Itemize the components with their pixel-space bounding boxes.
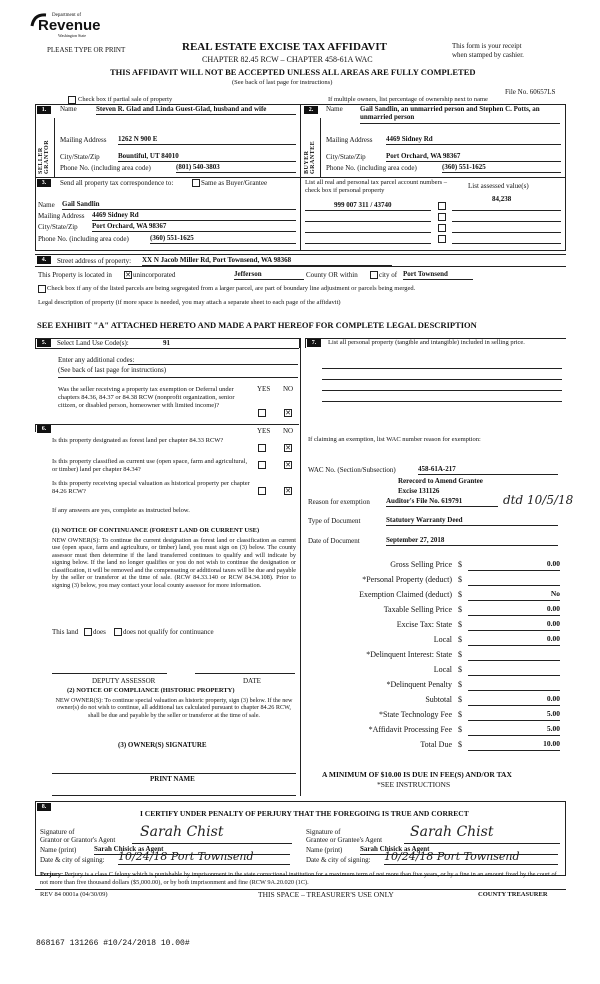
additional-codes-label: Enter any additional codes: xyxy=(58,356,135,364)
form-warning: THIS AFFIDAVIT WILL NOT BE ACCEPTED UNLESS ALL AREAS ARE FULLY COMPLETED xyxy=(110,67,476,77)
reason-line-1[interactable]: Rerecord to Amend Grantee xyxy=(398,477,483,485)
grantee-print-name[interactable]: Sarah Chisick as Agent xyxy=(360,846,558,855)
land-does-not-label: does not qualify for continuance xyxy=(123,628,214,636)
grantee-sig-label-1: Signature of xyxy=(306,828,341,836)
tax-row-label: *Affidavit Processing Fee xyxy=(368,725,452,734)
section-6-number: 6. xyxy=(37,425,51,433)
if-yes-note: If any answers are yes, complete as instructed below. xyxy=(52,507,190,514)
notice-compliance-title: (2) NOTICE OF COMPLIANCE (HISTORIC PROPERTY) xyxy=(67,687,235,694)
section-2-number: 2. xyxy=(304,106,318,114)
exemption-question: Was the seller receiving a property tax exemption or Deferral under chapters 84.36, 84.37 or 84.38 RCW (nonprofit organization, senior citizen, or disabled person, homeowner with limited income)? xyxy=(58,386,235,409)
tax-row-label: Local xyxy=(433,635,452,644)
land-use-label: Select Land Use Code(s): xyxy=(57,339,129,347)
city-name[interactable]: Port Townsend xyxy=(403,271,473,280)
mail-city-label: City/State/Zip xyxy=(38,223,78,231)
grantee-sig-label-2: Grantee or Grantee's Agent xyxy=(306,836,383,844)
current-use-no-checkbox[interactable]: ✕ xyxy=(285,461,291,469)
city-of-label: city of xyxy=(379,271,398,279)
tax-row-label: *Delinquent Penalty xyxy=(386,680,452,689)
receipt-line-1: This form is your receipt xyxy=(452,42,522,50)
tax-row-currency: $ xyxy=(458,695,462,704)
reason-line-2[interactable]: Excise 131126 xyxy=(398,487,440,495)
forest-land-question: Is this property designated as forest land per chapter 84.33 RCW? xyxy=(52,437,224,444)
land-does-label: does xyxy=(93,628,106,636)
county-name[interactable]: Jefferson xyxy=(234,271,304,280)
parcel-number[interactable]: 999 007 311 / 43740 xyxy=(334,201,392,209)
tax-row-value[interactable]: 0.00 xyxy=(468,695,560,706)
section-7-number: 7. xyxy=(307,339,321,347)
seller-phone-label: Phone No. (including area code) xyxy=(60,164,151,172)
tax-row-currency: $ xyxy=(458,605,462,614)
grantee-date-label: Date & city of signing: xyxy=(306,856,371,864)
land-does-checkbox[interactable] xyxy=(84,628,92,636)
exemption-no-checkbox[interactable]: ✕ xyxy=(285,409,291,417)
logo-main: Revenue xyxy=(38,17,101,34)
deputy-assessor-label: DEPUTY ASSESSOR xyxy=(92,677,156,685)
forest-yes-checkbox[interactable] xyxy=(258,444,266,452)
seller-name-label: Name xyxy=(60,105,77,113)
this-land-label: This land xyxy=(52,628,79,636)
section6-no-header: NO xyxy=(283,427,294,435)
exemption-yes-checkbox[interactable] xyxy=(258,409,266,417)
section-5-number: 5. xyxy=(37,339,51,347)
buyer-phone[interactable]: (360) 551-1625 xyxy=(442,164,561,173)
multiple-owners-note: If multiple owners, list percentage of ownership next to name xyxy=(328,96,488,103)
tax-row-currency: $ xyxy=(458,620,462,629)
send-correspondence-label: Send all property tax correspondence to: xyxy=(60,179,174,187)
historical-no-checkbox[interactable]: ✕ xyxy=(285,487,291,495)
certify-statement: I CERTIFY UNDER PENALTY OF PERJURY THAT THE FOREGOING IS TRUE AND CORRECT xyxy=(140,809,469,818)
tax-row-currency: $ xyxy=(458,725,462,734)
tax-row-currency: $ xyxy=(458,560,462,569)
perjury-text: Perjury is a class C felony which is punishable by imprisonment in the state correctional institution for a maximum term of not more than five years, or by a fine in an amount fixed by the court of not more than five thousand dollars ($5,000.00), or by both imprisonment and fine (RCW 9A.20.020 (1C). xyxy=(40,871,557,886)
logo-state: Washington State xyxy=(58,33,87,38)
assessor-date-label: DATE xyxy=(243,677,261,685)
minimum-due-note: A MINIMUM OF $10.00 IS DUE IN FEE(S) AND/OR TAX xyxy=(322,770,512,779)
grantee-date-city[interactable]: 10/24/18 Port Townsend xyxy=(384,850,558,865)
notice-compliance-body: NEW OWNER(S): To continue special valuation as historic property, sign (3) below. If the new owner(s) do not wish to continue, all additional tax calculated pursuant to chapter 84.26 RCW, shall be due and payable by the seller or transferor at the time of sale. xyxy=(55,697,293,719)
notice-continuance-title: (1) NOTICE OF CONTINUANCE (FOREST LAND OR CURRENT USE) xyxy=(52,527,260,534)
notice-continuance-body: NEW OWNER(S): To continue the current designation as forest land or classification as current use (open space, farm and agriculture, or timber) land, you must sign on (3) below. The county assessor must then determine if the land transferred continues to qualify and will indicate by signing below. If the land no longer qualifies or you do not wish to continue the designation or classification, it will be removed and the compensating or additional taxes will be due and payable by the seller or transferor at the time of sale. (RCW 84.33.140 or RCW 84.34.108). Prior to signing (3) below, you may contact your local county assessor for more information. xyxy=(52,537,296,589)
tax-row-currency: $ xyxy=(458,575,462,584)
personal-property-label: List all personal property (tangible and intangible) included in selling price. xyxy=(328,339,525,346)
buyer-phone-label: Phone No. (including area code) xyxy=(326,164,417,172)
reason-line-3[interactable]: Auditor's File No. 619791 xyxy=(386,498,498,507)
seller-mailing[interactable]: 1262 N 900 E xyxy=(118,136,296,145)
seller-name[interactable]: Steven R. Glad and Linda Guest-Glad, husband and wife xyxy=(96,105,296,115)
section5-no-header: NO xyxy=(283,385,294,393)
same-as-buyer-label: Same as Buyer/Grantee xyxy=(201,179,268,187)
grantee-name-label: Name (print) xyxy=(306,846,343,854)
tax-row-value[interactable]: 0.00 xyxy=(468,620,560,631)
logo-small: Department of xyxy=(52,13,82,18)
tax-row-label: Total Due xyxy=(420,740,452,749)
section6-yes-header: YES xyxy=(257,427,271,435)
form-chapter: CHAPTER 82.45 RCW – CHAPTER 458-61A WAC xyxy=(202,55,373,64)
grantor-date-label: Date & city of signing: xyxy=(40,856,105,864)
tax-row-label: *State Technology Fee xyxy=(378,710,452,719)
tax-row-currency: $ xyxy=(458,710,462,719)
see-back-instructions: (See back of last page for instructions) xyxy=(232,79,333,86)
mail-name-label: Name xyxy=(38,201,55,209)
buyer-name[interactable]: Gail Sandlin, an unmarried person and Stephen C. Potts, an unmarried person xyxy=(360,105,560,124)
tax-row-label: Taxable Selling Price xyxy=(383,605,452,614)
tax-row-label: Subtotal xyxy=(425,695,452,704)
county-treasurer: COUNTY TREASURER xyxy=(478,891,548,898)
buyer-side-label: BUYER GRANTEE xyxy=(304,140,316,174)
tax-row-value[interactable]: 5.00 xyxy=(468,710,560,721)
buyer-name-label: Name xyxy=(326,105,343,113)
section5-see-back: (See back of last page for instructions) xyxy=(58,366,167,374)
mail-city[interactable]: Port Orchard, WA 98367 xyxy=(92,223,296,232)
seller-city[interactable]: Bountiful, UT 84010 xyxy=(118,153,296,162)
county-or-label: County OR within xyxy=(306,271,358,279)
perjury-statement xyxy=(40,871,562,886)
street-address[interactable]: XX N Jacob Miller Rd, Port Townsend, WA 98368 xyxy=(142,257,392,266)
grantor-print-name[interactable]: Sarah Chisick as Agent xyxy=(94,846,290,855)
tax-row-label: Excise Tax: State xyxy=(396,620,452,629)
see-instructions-note: *SEE INSTRUCTIONS xyxy=(377,780,451,789)
unincorporated-label: unincorporated xyxy=(133,271,176,279)
exemption-claim-label: If claiming an exemption, list WAC number reason for exemption: xyxy=(308,436,481,443)
historical-yes-checkbox[interactable] xyxy=(258,487,266,495)
legal-description-label: Legal description of property (if more space is needed, you may attach a separate sheet to each page of the affidavit) xyxy=(38,299,341,306)
form-title: REAL ESTATE EXCISE TAX AFFIDAVIT xyxy=(182,41,387,53)
reason-label: Reason for exemption xyxy=(308,498,370,506)
segregated-label: Check box if any of the listed parcels are being segregated from a larger parcel, are part of boundary line adjustment or parcels being merged. xyxy=(47,285,416,292)
land-use-code[interactable]: 91 xyxy=(163,339,170,347)
seller-phone[interactable]: (801) 540-3803 xyxy=(176,164,296,173)
parcel-personal-checkbox-3[interactable] xyxy=(438,224,446,232)
handwritten-date-note: dtd 10/5/18 xyxy=(503,493,574,507)
parcel-header: List all real and personal tax parcel account numbers – check box if personal property xyxy=(305,179,448,194)
treasurer-space: THIS SPACE – TREASURER'S USE ONLY xyxy=(258,890,394,899)
mail-address-label: Mailing Address xyxy=(38,212,85,220)
partial-sale-label: Check box if partial sale of property xyxy=(78,96,173,103)
perjury-label: Perjury: xyxy=(40,871,64,878)
tax-row-value[interactable]: 0.00 xyxy=(468,560,560,571)
historical-question: Is this property receiving special valuation as historical property per chapter 84.26 RCW? xyxy=(52,480,250,495)
tax-row-label: Gross Selling Price xyxy=(390,560,452,569)
tax-row-currency: $ xyxy=(458,680,462,689)
section5-yes-header: YES xyxy=(257,385,271,393)
tax-row-currency: $ xyxy=(458,740,462,749)
same-as-buyer-checkbox[interactable] xyxy=(192,179,200,187)
tax-row-value[interactable] xyxy=(468,680,560,691)
mail-phone-label: Phone No. (including area code) xyxy=(38,235,129,243)
section-1-number: 1. xyxy=(37,106,51,114)
doc-date-label: Date of Document xyxy=(308,537,360,545)
tax-row-label: *Personal Property (deduct) xyxy=(362,575,452,584)
buyer-mailing[interactable]: 4469 Sidney Rd xyxy=(386,136,561,145)
segregated-checkbox[interactable] xyxy=(38,285,46,293)
revenue-logo xyxy=(30,12,100,42)
grantor-sig-label-2: Grantor or Grantor's Agent xyxy=(40,836,116,844)
tax-row-value[interactable] xyxy=(468,665,560,676)
tax-row-value[interactable]: No xyxy=(468,590,560,601)
treasurer-stamp: 868167 131266 #10/24/2018 10.00# xyxy=(36,939,190,948)
tax-row-value[interactable] xyxy=(468,575,560,586)
wac-label: WAC No. (Section/Subsection) xyxy=(308,466,396,474)
receipt-line-2: when stamped by cashier. xyxy=(452,51,524,59)
tax-row-currency: $ xyxy=(458,665,462,674)
type-or-print: PLEASE TYPE OR PRINT xyxy=(47,46,126,54)
file-number: File No. 60657LS xyxy=(505,88,556,96)
section-4-number: 4. xyxy=(37,256,51,264)
rev-number: REV 84 0001a (04/30/09) xyxy=(40,891,108,898)
doc-type[interactable]: Statutory Warranty Deed xyxy=(386,517,558,526)
section-3-number: 3. xyxy=(37,179,51,187)
tax-row-label: Exemption Claimed (deduct) xyxy=(359,590,452,599)
unincorporated-checkbox[interactable]: ✕ xyxy=(125,271,131,279)
land-does-not-checkbox[interactable] xyxy=(114,628,122,636)
buyer-city-label: City/State/Zip xyxy=(326,153,366,161)
print-name-label: PRINT NAME xyxy=(150,775,195,783)
parcel-personal-checkbox-1[interactable] xyxy=(438,202,446,210)
tax-row-value[interactable]: 0.00 xyxy=(468,635,560,646)
mail-name[interactable]: Gail Sandlin xyxy=(62,201,296,210)
buyer-mailing-label: Mailing Address xyxy=(326,136,373,144)
exhibit-reference[interactable]: SEE EXHIBIT "A" ATTACHED HERETO AND MADE A PART HEREOF FOR COMPLETE LEGAL DESCRIPTION xyxy=(37,320,477,330)
section-8-number: 8. xyxy=(37,803,51,811)
grantor-name-label: Name (print) xyxy=(40,846,77,854)
assessed-value[interactable]: 84,238 xyxy=(492,195,512,203)
mail-phone[interactable]: (360) 551-1625 xyxy=(150,235,296,244)
grantee-signature[interactable]: Sarah Chist xyxy=(410,824,494,840)
parcel-personal-checkbox-4[interactable] xyxy=(438,235,446,243)
buyer-city[interactable]: Port Orchard, WA 98367 xyxy=(386,153,561,162)
tax-row-label: *Delinquent Interest: State xyxy=(366,650,452,659)
tax-row-value[interactable]: 10.00 xyxy=(468,740,560,751)
located-label: This Property is located in xyxy=(38,271,112,279)
grantor-sig-label-1: Signature of xyxy=(40,828,75,836)
seller-city-label: City/State/Zip xyxy=(60,153,100,161)
street-address-label: Street address of property: xyxy=(57,257,132,265)
doc-date[interactable]: September 27, 2018 xyxy=(386,537,558,546)
wac-number[interactable]: 458-61A-217 xyxy=(418,466,558,475)
seller-mailing-label: Mailing Address xyxy=(60,136,107,144)
grantor-date-city[interactable]: 10/24/18 Port Townsend xyxy=(118,850,290,865)
forest-no-checkbox[interactable]: ✕ xyxy=(285,444,291,452)
mail-address[interactable]: 4469 Sidney Rd xyxy=(92,212,296,221)
current-use-question: Is this property classified as current use (open space, farm and agricultural, or timber) land per chapter 84.34? xyxy=(52,458,248,473)
owner-signature-label: (3) OWNER(S) SIGNATURE xyxy=(118,741,207,749)
doc-type-label: Type of Document xyxy=(308,517,361,525)
current-use-yes-checkbox[interactable] xyxy=(258,461,266,469)
tax-row-value[interactable]: 5.00 xyxy=(468,725,560,736)
parcel-personal-checkbox-2[interactable] xyxy=(438,213,446,221)
grantor-signature[interactable]: Sarah Chist xyxy=(140,824,224,840)
within-city-checkbox[interactable] xyxy=(370,271,378,279)
seller-side-label: SELLER GRANTOR xyxy=(38,139,50,174)
tax-row-label: Local xyxy=(433,665,452,674)
tax-row-currency: $ xyxy=(458,650,462,659)
tax-row-value[interactable] xyxy=(468,650,560,661)
tax-row-value[interactable]: 0.00 xyxy=(468,605,560,616)
tax-row-currency: $ xyxy=(458,635,462,644)
assessed-header: List assessed value(s) xyxy=(468,182,529,190)
partial-sale-checkbox[interactable] xyxy=(68,96,76,104)
tax-row-currency: $ xyxy=(458,590,462,599)
